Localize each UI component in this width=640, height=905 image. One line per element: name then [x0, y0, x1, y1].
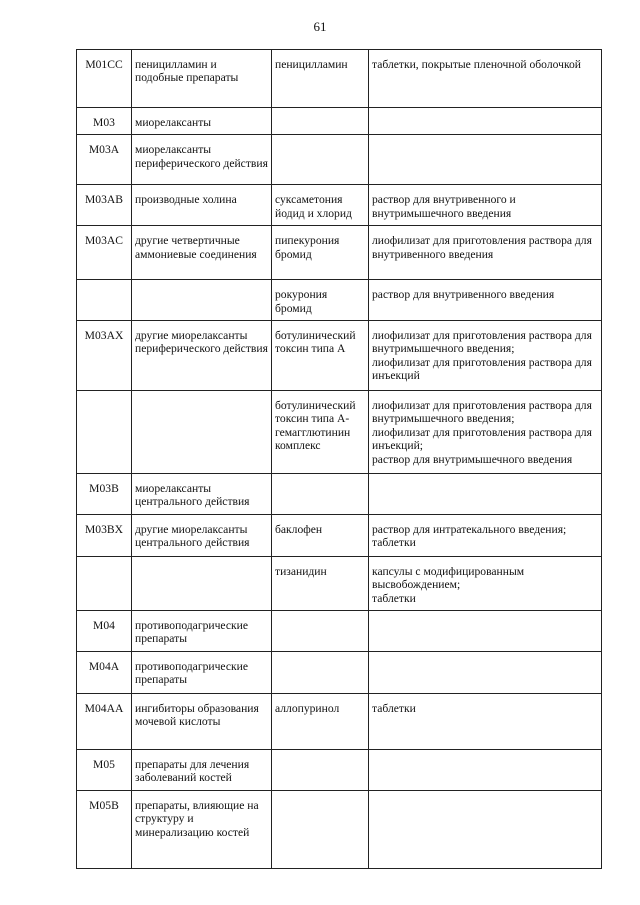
atc-code-cell: M03A: [77, 135, 132, 185]
dosage-form: лиофилизат для приготовления раствора для внутримышечного введения;: [372, 329, 592, 356]
dosage-form: таблетки, покрытые пленочной оболочкой: [372, 58, 581, 71]
table-row: [77, 474, 602, 515]
dosage-forms-cell: [369, 391, 602, 474]
table-row: [77, 391, 602, 474]
atc-code-cell: M04A: [77, 651, 132, 693]
drug-name-cell: пипекурония бромид: [272, 226, 369, 280]
dosage-forms-cell: [369, 185, 602, 226]
drug-name-cell: аллопуринол: [272, 693, 369, 749]
dosage-form: раствор для внутривенного введения: [372, 288, 555, 302]
dosage-forms-cell: [369, 693, 602, 749]
table-row: [77, 321, 602, 391]
dosage-forms-cell: [369, 556, 602, 610]
table-row: [77, 556, 602, 610]
drug-name-cell: [272, 749, 369, 790]
table-row: [77, 651, 602, 693]
dosage-forms-cell: [369, 749, 602, 790]
table-body: [77, 50, 602, 869]
drug-classification-table: [76, 49, 602, 869]
page-number: 61: [313, 19, 327, 34]
pharmacological-group-cell: другие миорелаксанты центрального действия: [132, 514, 272, 556]
pharmacological-group-cell: [132, 391, 272, 474]
dosage-form: лиофилизат для приготовления раствора для внутримышечного введения;: [372, 399, 592, 426]
drug-name-cell: [272, 790, 369, 868]
pharmacological-group-cell: другие миорелаксанты периферического действия: [132, 321, 272, 391]
drug-name-cell: [272, 135, 369, 185]
pharmacological-group-cell: миорелаксанты периферического действия: [132, 135, 272, 185]
table-row: [77, 280, 602, 321]
atc-code-cell: [77, 391, 132, 474]
table-row: [77, 108, 602, 135]
dosage-form: лиофилизат для приготовления раствора для инъекций: [372, 355, 592, 383]
dosage-form: раствор для интратекального введения;: [372, 522, 567, 536]
dosage-forms-cell: [369, 651, 602, 693]
atc-code-cell: [77, 556, 132, 610]
pharmacological-group-cell: ингибиторы образования мочевой кислоты: [132, 693, 272, 749]
pharmacological-group-cell: производные холина: [132, 185, 272, 226]
dosage-form: таблетки: [372, 591, 416, 605]
dosage-forms-cell: [369, 135, 602, 185]
dosage-forms-cell: [369, 474, 602, 515]
pharmacological-group-cell: миорелаксанты центрального действия: [132, 474, 272, 515]
drug-name-cell: баклофен: [272, 514, 369, 556]
dosage-forms-cell: [369, 514, 602, 556]
dosage-forms-cell: [369, 280, 602, 321]
dosage-forms-cell: [369, 50, 602, 108]
drug-name-cell: [272, 611, 369, 652]
drug-name-cell: [272, 474, 369, 515]
dosage-form: раствор для внутривенного и внутримышечного введения: [372, 193, 516, 220]
table-row: [77, 514, 602, 556]
table-row: [77, 226, 602, 280]
dosage-form: лиофилизат для приготовления раствора для внутривенного введения: [372, 234, 592, 261]
pharmacological-group-cell: противоподагрические препараты: [132, 611, 272, 652]
pharmacological-group-cell: пеницилламин и подобные препараты: [132, 50, 272, 108]
pharmacological-group-cell: миорелаксанты: [132, 108, 272, 135]
atc-code-cell: M04: [77, 611, 132, 652]
pharmacological-group-cell: препараты для лечения заболеваний костей: [132, 749, 272, 790]
dosage-forms-cell: [369, 226, 602, 280]
drug-name-cell: пеницилламин: [272, 50, 369, 108]
atc-code-cell: M03AX: [77, 321, 132, 391]
table-row: [77, 693, 602, 749]
drug-name-cell: тизанидин: [272, 556, 369, 610]
atc-code-cell: M05: [77, 749, 132, 790]
dosage-forms-cell: [369, 321, 602, 391]
atc-code-cell: M03AB: [77, 185, 132, 226]
dosage-forms-cell: [369, 611, 602, 652]
pharmacological-group-cell: [132, 280, 272, 321]
pharmacological-group-cell: другие четвертичные аммониевые соединения: [132, 226, 272, 280]
table-row: [77, 790, 602, 868]
drug-name-cell: [272, 108, 369, 135]
table-row: [77, 611, 602, 652]
dosage-form: таблетки: [372, 701, 416, 715]
atc-code-cell: M03B: [77, 474, 132, 515]
pharmacological-group-cell: противоподагрические препараты: [132, 651, 272, 693]
drug-name-cell: суксаметония йодид и хлорид: [272, 185, 369, 226]
dosage-form: таблетки: [372, 536, 416, 550]
atc-code-cell: [77, 280, 132, 321]
dosage-form: раствор для внутримышечного введения: [372, 452, 573, 466]
atc-code-cell: M03AC: [77, 226, 132, 280]
table-row: [77, 50, 602, 108]
drug-name-cell: [272, 651, 369, 693]
table-row: [77, 135, 602, 185]
atc-code-cell: M04AA: [77, 693, 132, 749]
pharmacological-group-cell: препараты, влияющие на структуру и минерализацию костей: [132, 790, 272, 868]
table-row: [77, 185, 602, 226]
dosage-forms-cell: [369, 790, 602, 868]
atc-code-cell: M05B: [77, 790, 132, 868]
drug-name-cell: рокурония бромид: [272, 280, 369, 321]
pharmacological-group-cell: [132, 556, 272, 610]
drug-name-cell: ботулинический токсин типа А: [272, 321, 369, 391]
dosage-forms-cell: [369, 108, 602, 135]
table-row: [77, 749, 602, 790]
atc-code-cell: M03BX: [77, 514, 132, 556]
dosage-form: капсулы с модифицированным высвобождением;: [372, 564, 525, 592]
atc-code-cell: M03: [77, 108, 132, 135]
dosage-form: лиофилизат для приготовления раствора для инъекций;: [372, 425, 592, 453]
atc-code-cell: M01CC: [77, 50, 132, 108]
drug-name-cell: ботулинический токсин типа А-гемагглютинин комплекс: [272, 391, 369, 474]
